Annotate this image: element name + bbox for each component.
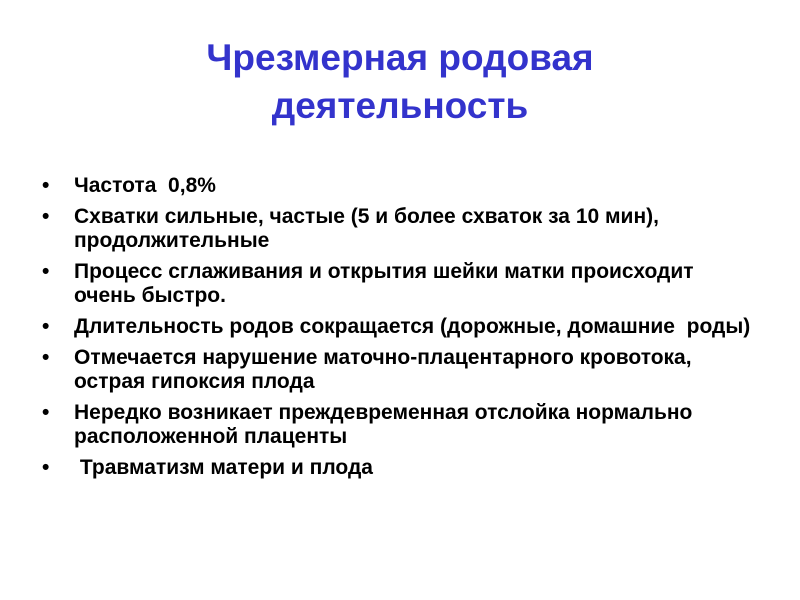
bullet-item-bloodflow bbox=[40, 346, 760, 394]
slide-title: Чрезмерная родовая деятельность bbox=[206, 37, 594, 126]
bullet-icon: • bbox=[42, 456, 50, 479]
bullet-icon: • bbox=[42, 401, 50, 424]
bullet-text: Частота 0,8% bbox=[74, 174, 216, 197]
bullet-text: Нередко возникает преждевременная отслойка нормально расположенной плаценты bbox=[74, 401, 699, 448]
bullet-text: Схватки сильные, частые (5 и более схваток за 10 мин), продолжительные bbox=[74, 205, 665, 252]
bullet-item-frequency bbox=[40, 174, 760, 198]
bullet-text: Травматизм матери и плода bbox=[74, 456, 373, 479]
bullet-text: Процесс сглаживания и открытия шейки матки происходит очень быстро. bbox=[74, 260, 700, 307]
bullet-item-duration bbox=[40, 315, 760, 339]
bullet-item-trauma bbox=[40, 456, 760, 480]
bullet-icon: • bbox=[42, 260, 50, 283]
bullet-text: Отмечается нарушение маточно-плацентарного кровотока, острая гипоксия плода bbox=[74, 346, 698, 393]
bullet-icon: • bbox=[42, 346, 50, 369]
bullet-text: Длительность родов сокращается (дорожные, домашние роды) bbox=[74, 315, 751, 338]
bullet-icon: • bbox=[42, 174, 50, 197]
bullet-item-cervix bbox=[40, 260, 760, 308]
bullet-list bbox=[40, 174, 760, 487]
bullet-item-contractions bbox=[40, 205, 760, 253]
bullet-icon: • bbox=[42, 205, 50, 228]
bullet-item-abruption bbox=[40, 401, 760, 449]
bullet-icon: • bbox=[42, 315, 50, 338]
